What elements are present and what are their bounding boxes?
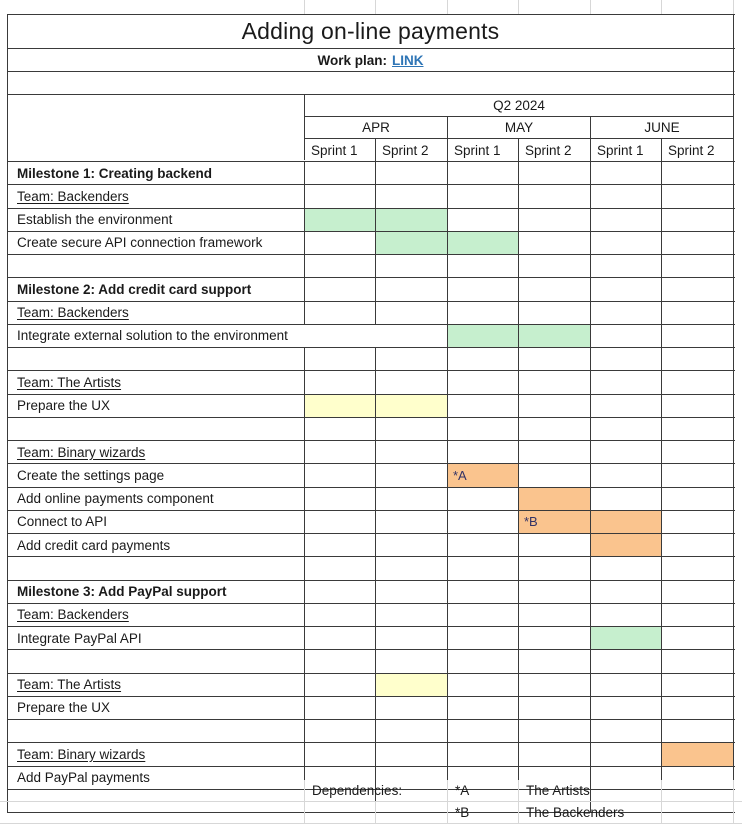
task-label-cell[interactable]: Create secure API connection framework <box>8 232 305 254</box>
gantt-bar-cell-yellow[interactable] <box>376 674 448 696</box>
gantt-bar-cell-orange[interactable]: *B <box>519 511 591 533</box>
grid-cell[interactable] <box>591 302 662 324</box>
sprint-header-cell[interactable]: Sprint 1 <box>448 139 519 161</box>
dependency-value-cell[interactable]: The Backenders <box>519 802 662 823</box>
quarter-cell[interactable]: Q2 2024 <box>305 95 734 116</box>
milestone-label-cell[interactable]: Milestone 3: Add PayPal support <box>8 581 305 603</box>
grid-cell[interactable] <box>662 581 734 603</box>
workplan-label: Work plan: <box>317 52 387 68</box>
month-cell-apr[interactable]: APR <box>305 117 448 138</box>
team-label-cell[interactable]: Team: Backenders <box>8 604 305 626</box>
task-label-cell[interactable]: Add PayPal payments <box>8 767 305 789</box>
grid-cell[interactable] <box>376 185 448 207</box>
task-row <box>8 395 735 418</box>
grid-cell[interactable] <box>591 162 662 184</box>
grid-cell[interactable] <box>305 674 376 696</box>
sprint-header-cell[interactable]: Sprint 1 <box>305 139 376 161</box>
empty-label-cell[interactable] <box>8 348 305 370</box>
grid-cell[interactable] <box>448 674 519 696</box>
grid-cell[interactable] <box>448 534 519 556</box>
grid-cell[interactable] <box>448 348 519 370</box>
grid-cell[interactable] <box>591 418 662 440</box>
task-label-cell[interactable]: Create the settings page <box>8 464 305 486</box>
sprints-row <box>305 139 734 161</box>
milestone-row <box>8 581 735 604</box>
grid-cell[interactable] <box>591 371 662 393</box>
grid-cell[interactable] <box>305 743 376 765</box>
grid-cell[interactable] <box>662 604 734 626</box>
grid-cell[interactable] <box>519 627 591 649</box>
grid-cell[interactable] <box>376 441 448 463</box>
gantt-bar-cell-orange[interactable] <box>591 534 662 556</box>
gantt-bar-cell-green[interactable] <box>376 232 448 254</box>
grid-cell[interactable] <box>305 185 376 207</box>
task-row <box>8 464 735 487</box>
grid-cell[interactable] <box>662 627 734 649</box>
grid-cell[interactable] <box>591 674 662 696</box>
grid-cell[interactable] <box>591 395 662 417</box>
grid-cell[interactable] <box>305 418 376 440</box>
grid-cell[interactable] <box>448 650 519 672</box>
grid-cell[interactable] <box>519 162 591 184</box>
grid-cell[interactable] <box>448 371 519 393</box>
grid-cell[interactable] <box>305 278 376 300</box>
gantt-bar-cell-green[interactable] <box>519 325 591 347</box>
grid-cell[interactable] <box>305 720 376 742</box>
grid-cell[interactable] <box>662 185 734 207</box>
grid-cell[interactable] <box>376 802 448 823</box>
grid-cell[interactable] <box>376 302 448 324</box>
milestone-row <box>8 162 735 185</box>
spacer-row <box>8 650 735 673</box>
team-label-cell[interactable]: Team: The Artists <box>8 674 305 696</box>
gantt-bar-cell-orange[interactable] <box>519 488 591 510</box>
spacer-row <box>8 418 735 441</box>
grid-cell[interactable] <box>448 743 519 765</box>
grid-cell[interactable] <box>519 697 591 719</box>
grid-cell[interactable] <box>376 697 448 719</box>
grid-cell[interactable] <box>662 557 734 579</box>
spacer-row <box>8 255 735 278</box>
month-cell-may[interactable]: MAY <box>448 117 591 138</box>
grid-cell[interactable] <box>0 780 305 801</box>
grid-cell[interactable] <box>376 278 448 300</box>
team-label-cell[interactable]: Team: Binary wizards <box>8 743 305 765</box>
grid-cell[interactable] <box>662 395 734 417</box>
grid-cell[interactable] <box>376 511 448 533</box>
gridline-stub <box>518 0 519 14</box>
gantt-bar-cell-yellow[interactable] <box>305 395 376 417</box>
grid-cell[interactable] <box>448 441 519 463</box>
task-row <box>8 534 735 557</box>
grid-cell[interactable] <box>519 255 591 277</box>
task-row <box>8 627 735 650</box>
sprint-header-cell[interactable]: Sprint 2 <box>376 139 448 161</box>
grid-cell[interactable] <box>519 209 591 231</box>
empty-label-cell[interactable] <box>8 418 305 440</box>
grid-cell[interactable] <box>448 185 519 207</box>
grid-cell[interactable] <box>376 534 448 556</box>
grid-cell[interactable] <box>519 278 591 300</box>
team-row <box>8 674 735 697</box>
title-row <box>8 15 735 49</box>
grid-cell[interactable] <box>591 557 662 579</box>
grid-cell[interactable] <box>376 418 448 440</box>
grid-cell[interactable] <box>519 441 591 463</box>
grid-cell[interactable] <box>519 650 591 672</box>
grid-cell[interactable] <box>519 418 591 440</box>
empty-label-cell[interactable] <box>8 650 305 672</box>
workplan-link[interactable]: LINK <box>392 52 424 68</box>
team-row <box>8 743 735 766</box>
milestone-label-cell[interactable]: Milestone 2: Add credit card support <box>8 278 305 300</box>
grid-cell[interactable] <box>305 581 376 603</box>
team-row <box>8 371 735 394</box>
grid-cell[interactable] <box>376 743 448 765</box>
grid-cell[interactable] <box>591 441 662 463</box>
task-label-cell[interactable]: Integrate PayPal API <box>8 627 305 649</box>
grid-cell[interactable] <box>305 255 376 277</box>
grid-cell[interactable] <box>662 488 734 510</box>
grid-cell[interactable] <box>662 441 734 463</box>
gantt-bar-cell-orange[interactable] <box>662 743 734 765</box>
gantt-bar-cell-green[interactable] <box>448 232 519 254</box>
grid-cell[interactable] <box>376 162 448 184</box>
task-row <box>8 697 735 720</box>
grid-cell[interactable] <box>305 697 376 719</box>
grid-cell[interactable] <box>662 371 734 393</box>
gantt-bar-cell-green[interactable] <box>591 627 662 649</box>
gridline-stub <box>661 0 662 14</box>
workplan-row <box>8 49 735 72</box>
grid-cell[interactable] <box>376 650 448 672</box>
team-row <box>8 604 735 627</box>
grid-tail <box>734 802 742 823</box>
gantt-bar-cell-green[interactable] <box>305 209 376 231</box>
grid-cell[interactable] <box>448 581 519 603</box>
quarter-row <box>305 95 734 117</box>
gridline-stub <box>447 0 448 14</box>
grid-cell[interactable] <box>519 557 591 579</box>
grid-cell[interactable] <box>591 232 662 254</box>
grid-cell[interactable] <box>662 418 734 440</box>
grid-cell[interactable] <box>662 534 734 556</box>
grid-cell[interactable] <box>519 302 591 324</box>
grid-cell[interactable] <box>305 348 376 370</box>
grid-cell[interactable] <box>662 255 734 277</box>
team-label-cell[interactable]: Team: Backenders <box>8 185 305 207</box>
task-row <box>8 488 735 511</box>
grid-cell[interactable] <box>662 325 734 347</box>
gridline-stub <box>733 0 734 14</box>
gantt-bar-cell-yellow[interactable] <box>376 395 448 417</box>
team-label-cell[interactable]: Team: The Artists <box>8 371 305 393</box>
grid-cell[interactable] <box>376 604 448 626</box>
grid-cell[interactable] <box>591 581 662 603</box>
grid-cell[interactable] <box>376 488 448 510</box>
gridline-stub <box>375 0 376 14</box>
dependency-key-cell[interactable]: *B <box>448 802 519 823</box>
grid-cell[interactable] <box>662 348 734 370</box>
gantt-bar-cell-green[interactable] <box>376 209 448 231</box>
grid-cell[interactable] <box>591 325 662 347</box>
task-label-cell[interactable]: Prepare the UX <box>8 697 305 719</box>
grid-cell[interactable] <box>305 302 376 324</box>
grid-cell[interactable] <box>305 802 376 823</box>
timeline-header-right <box>305 95 734 161</box>
task-label-cell[interactable]: Connect to API <box>8 511 305 533</box>
gantt-bar-cell-green[interactable] <box>448 325 519 347</box>
grid-cell[interactable] <box>662 720 734 742</box>
grid-cell[interactable] <box>448 720 519 742</box>
grid-cell[interactable] <box>376 464 448 486</box>
grid-cell[interactable] <box>448 511 519 533</box>
empty-label-cell[interactable] <box>8 557 305 579</box>
dependencies-area <box>0 780 742 824</box>
task-row <box>8 232 735 255</box>
team-row <box>8 302 735 325</box>
grid-cell[interactable] <box>448 302 519 324</box>
grid-cell[interactable] <box>519 743 591 765</box>
grid-cell[interactable] <box>376 255 448 277</box>
task-label-cell[interactable]: Add online payments component <box>8 488 305 510</box>
grid-cell[interactable] <box>519 185 591 207</box>
months-row <box>305 117 734 139</box>
grid-cell[interactable] <box>305 627 376 649</box>
grid-cell[interactable] <box>305 464 376 486</box>
team-label-cell[interactable]: Team: Backenders <box>8 302 305 324</box>
grid-cell[interactable] <box>305 232 376 254</box>
grid-cell[interactable] <box>376 720 448 742</box>
grid-cell[interactable] <box>662 209 734 231</box>
grid-cell[interactable] <box>519 348 591 370</box>
grid-cell[interactable] <box>662 697 734 719</box>
gantt-table <box>7 14 735 813</box>
grid-cell[interactable] <box>591 697 662 719</box>
grid-cell[interactable] <box>305 488 376 510</box>
task-row <box>8 511 735 534</box>
month-cell-june[interactable]: JUNE <box>591 117 734 138</box>
blank-cell[interactable] <box>8 72 734 94</box>
grid-cell[interactable] <box>662 674 734 696</box>
blank-row <box>8 72 735 95</box>
grid-cell[interactable] <box>591 278 662 300</box>
grid-cell[interactable] <box>662 302 734 324</box>
grid-cell[interactable] <box>662 278 734 300</box>
sprint-header-cell[interactable]: Sprint 1 <box>591 139 662 161</box>
header-corner-cell[interactable] <box>8 95 305 160</box>
grid-cell[interactable] <box>448 162 519 184</box>
grid-cell[interactable] <box>519 674 591 696</box>
grid-cell[interactable] <box>591 650 662 672</box>
gantt-bar-cell-orange[interactable] <box>591 511 662 533</box>
grid-cell[interactable] <box>591 488 662 510</box>
gantt-body <box>8 162 735 813</box>
grid-cell[interactable] <box>448 488 519 510</box>
task-row <box>8 209 735 232</box>
grid-cell[interactable] <box>591 255 662 277</box>
task-label-cell[interactable]: Prepare the UX <box>8 395 305 417</box>
dependency-key-cell[interactable]: *A <box>448 780 519 801</box>
grid-cell[interactable] <box>662 162 734 184</box>
grid-cell[interactable] <box>305 534 376 556</box>
grid-cell[interactable] <box>591 464 662 486</box>
grid-cell[interactable] <box>591 209 662 231</box>
grid-cell[interactable] <box>519 604 591 626</box>
grid-cell[interactable] <box>0 802 305 823</box>
grid-cell[interactable] <box>305 511 376 533</box>
milestone-row <box>8 278 735 301</box>
grid-cell[interactable] <box>305 441 376 463</box>
grid-cell[interactable] <box>376 627 448 649</box>
grid-cell[interactable] <box>376 557 448 579</box>
grid-cell[interactable] <box>519 720 591 742</box>
sprint-header-cell[interactable]: Sprint 2 <box>519 139 591 161</box>
grid-cell[interactable] <box>519 371 591 393</box>
task-label-cell[interactable]: Establish the environment <box>8 209 305 231</box>
grid-cell[interactable] <box>305 162 376 184</box>
grid-cell[interactable] <box>448 627 519 649</box>
team-label-cell[interactable]: Team: Binary wizards <box>8 441 305 463</box>
gantt-bar-cell-orange[interactable]: *A <box>448 464 519 486</box>
grid-cell[interactable] <box>662 780 734 801</box>
spacer-row <box>8 557 735 580</box>
grid-cell[interactable] <box>305 650 376 672</box>
page-title[interactable]: Adding on-line payments <box>8 15 734 48</box>
task-label-cell[interactable]: Add credit card payments <box>8 534 305 556</box>
grid-cell[interactable] <box>376 581 448 603</box>
grid-cell[interactable] <box>662 650 734 672</box>
grid-cell[interactable] <box>591 720 662 742</box>
grid-cell[interactable] <box>305 604 376 626</box>
grid-cell[interactable] <box>448 278 519 300</box>
grid-cell[interactable] <box>448 557 519 579</box>
grid-cell[interactable] <box>376 371 448 393</box>
timeline-header <box>8 95 735 162</box>
grid-cell[interactable] <box>662 464 734 486</box>
grid-cell[interactable] <box>591 348 662 370</box>
grid-cell[interactable] <box>448 395 519 417</box>
gridline-stub <box>590 0 591 14</box>
grid-cell[interactable] <box>591 185 662 207</box>
grid-tail <box>734 780 742 801</box>
grid-cell[interactable] <box>519 232 591 254</box>
grid-cell[interactable] <box>662 232 734 254</box>
dependencies-label-cell[interactable]: Dependencies: <box>305 780 448 801</box>
task-label-cell[interactable]: Integrate external solution to the environment <box>8 325 448 347</box>
grid-cell[interactable] <box>591 604 662 626</box>
grid-cell[interactable] <box>519 464 591 486</box>
grid-cell[interactable] <box>448 418 519 440</box>
team-row <box>8 185 735 208</box>
grid-cell[interactable] <box>448 209 519 231</box>
grid-cell[interactable] <box>519 534 591 556</box>
dependency-value-cell[interactable]: The Artists <box>519 780 662 801</box>
sprint-header-cell[interactable]: Sprint 2 <box>662 139 734 161</box>
dependency-row <box>0 780 742 802</box>
grid-cell[interactable] <box>662 802 734 823</box>
spacer-row <box>8 720 735 743</box>
empty-label-cell[interactable] <box>8 720 305 742</box>
task-row <box>8 325 735 348</box>
grid-cell[interactable] <box>448 604 519 626</box>
grid-cell[interactable] <box>662 511 734 533</box>
grid-cell[interactable] <box>305 371 376 393</box>
grid-cell[interactable] <box>591 743 662 765</box>
grid-cell[interactable] <box>448 697 519 719</box>
empty-label-cell[interactable] <box>8 255 305 277</box>
grid-cell[interactable] <box>519 395 591 417</box>
spacer-row <box>8 348 735 371</box>
grid-cell[interactable] <box>519 581 591 603</box>
grid-cell[interactable] <box>448 255 519 277</box>
gridline-stub <box>304 0 305 14</box>
dependency-row <box>0 802 742 824</box>
team-row <box>8 441 735 464</box>
workplan-cell[interactable] <box>8 49 734 71</box>
grid-cell[interactable] <box>305 557 376 579</box>
grid-cell[interactable] <box>376 348 448 370</box>
milestone-label-cell[interactable]: Milestone 1: Creating backend <box>8 162 305 184</box>
